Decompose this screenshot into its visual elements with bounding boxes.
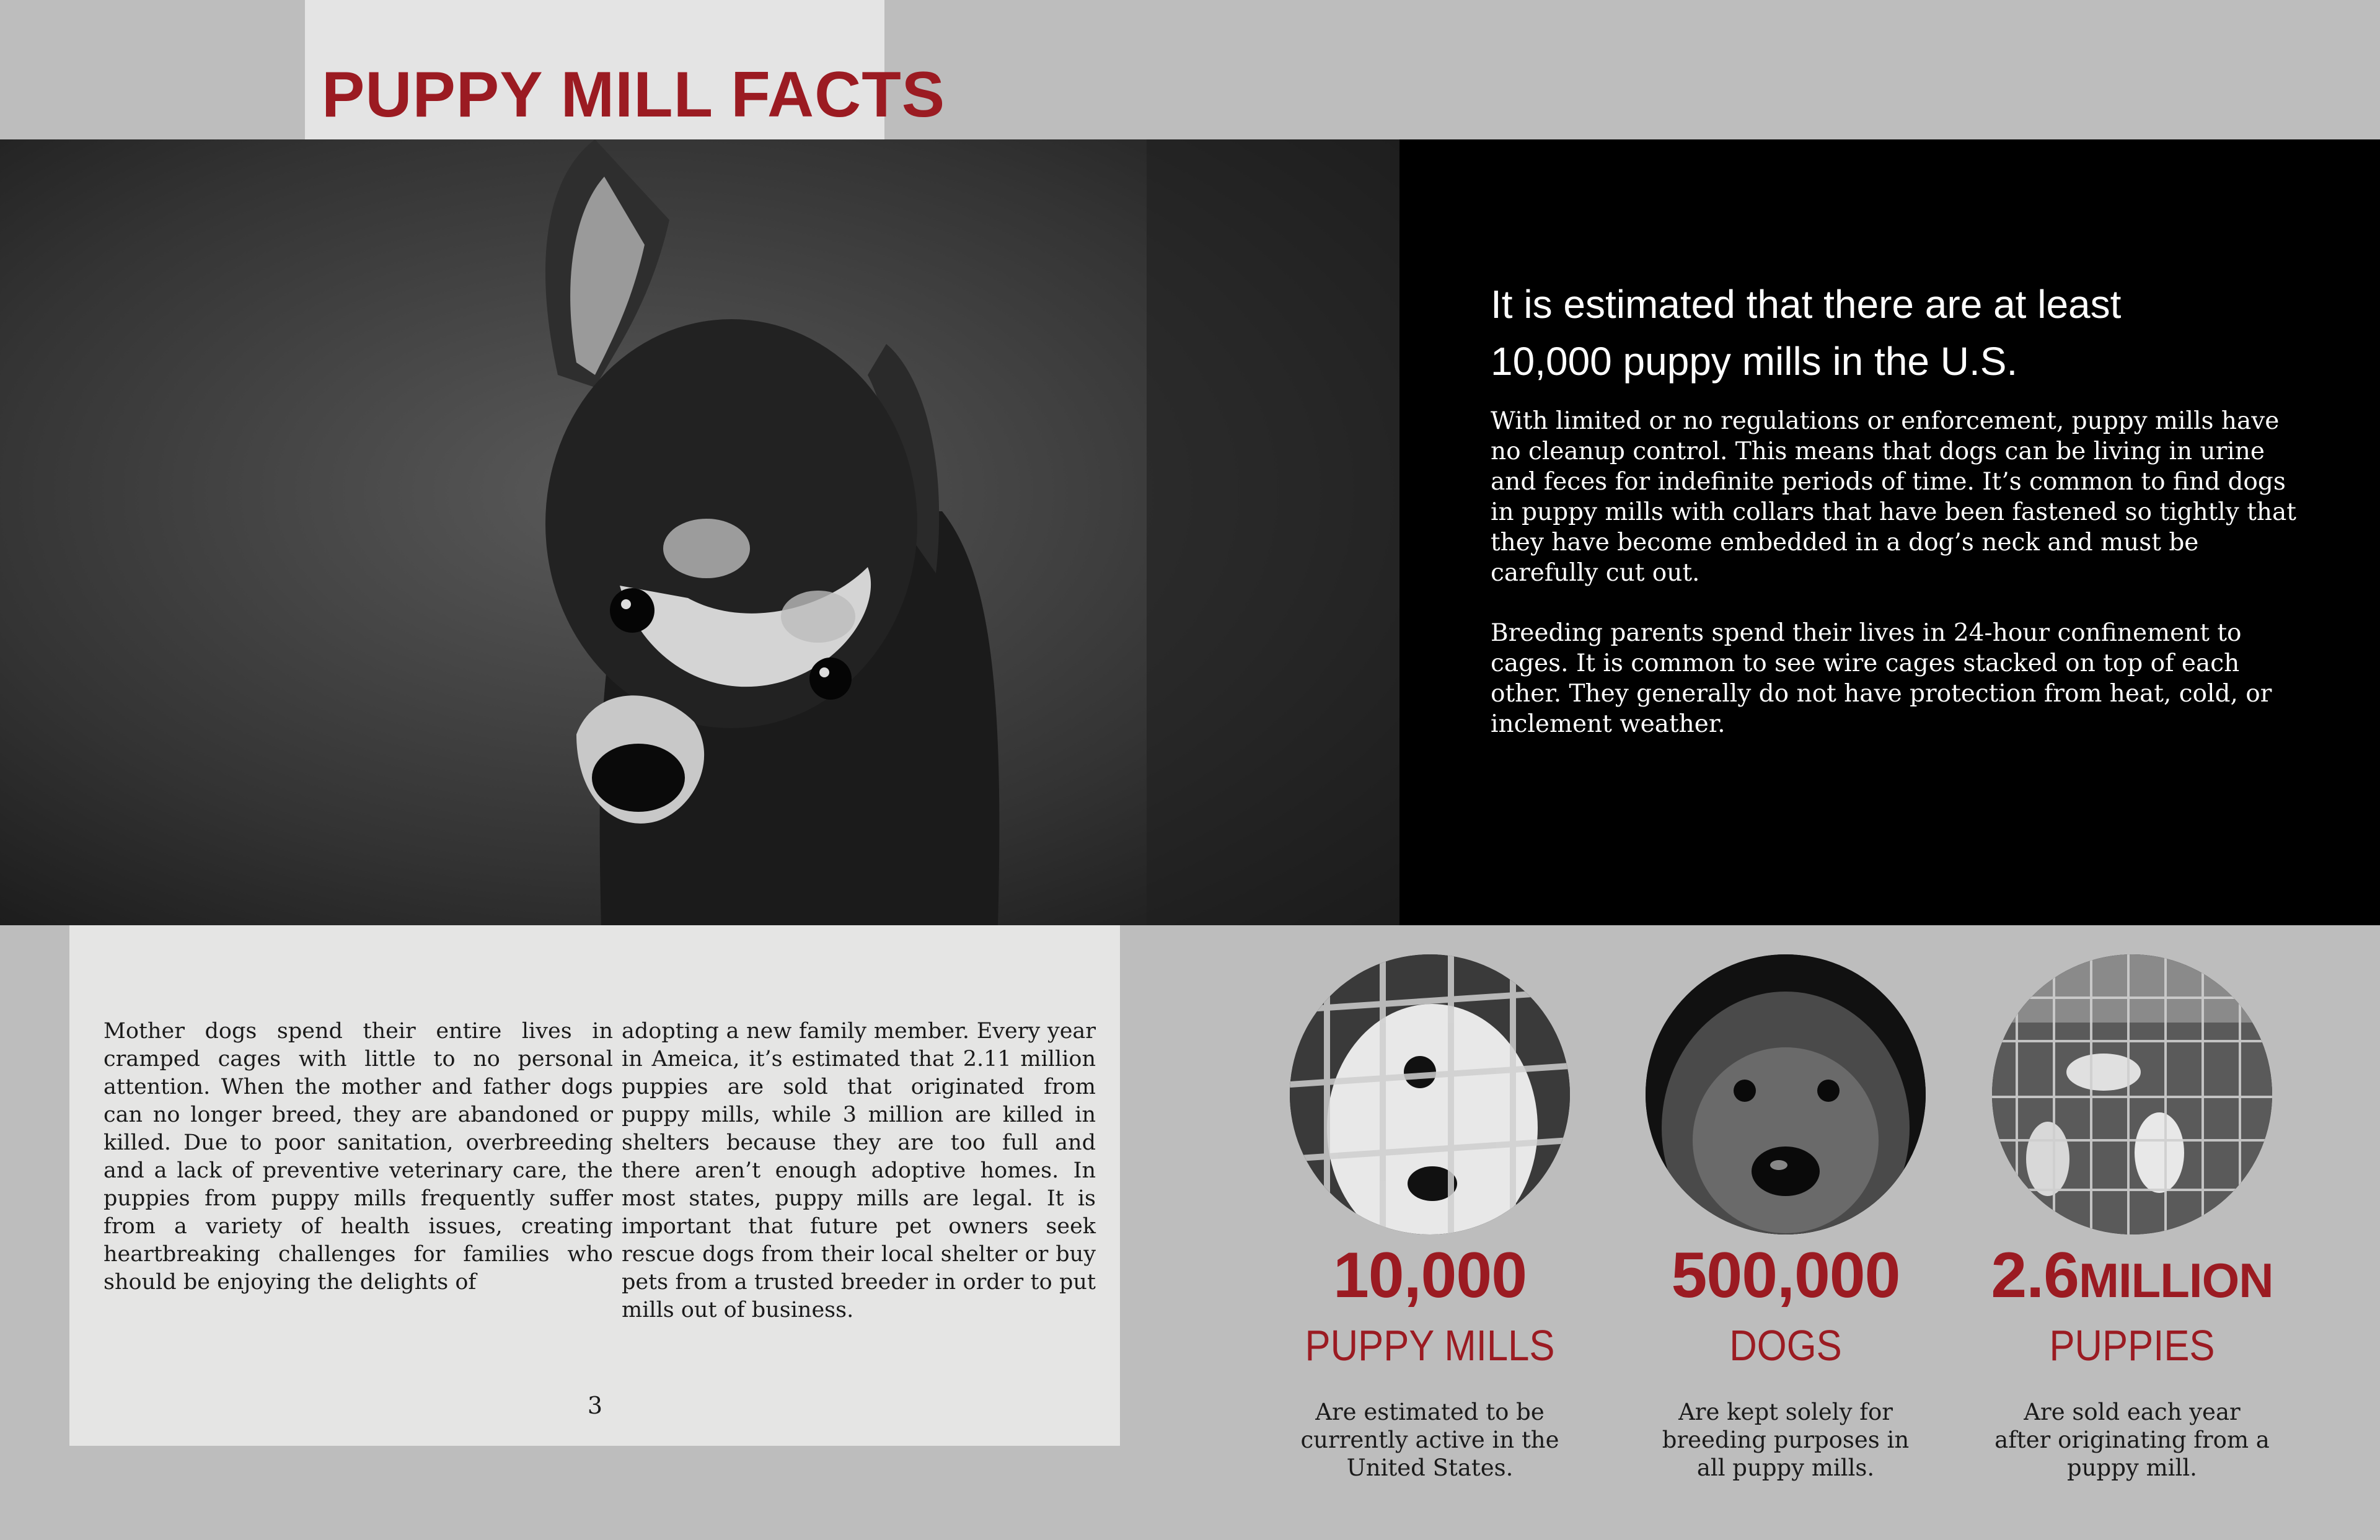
hero-paragraph-1: With limited or no regulations or enforcement, puppy mills have no cleanup control. This means that dogs can be living in urine and feces for indefinite periods of time. It’s common to find dogs in puppy mills with collars that have been fastened so tightly that they have become embedded in a dog’s neck and must be carefully cut out. (1491, 407, 2296, 587)
page-title: PUPPY MILL FACTS (322, 59, 946, 131)
terrier-photo (1646, 954, 1926, 1234)
caged-dog-photo (1290, 954, 1570, 1234)
terrier-face-icon (1646, 954, 1926, 1234)
stat-description: Are sold each year after originating from a puppy mill. (1994, 1399, 2270, 1481)
stat-dogs (1624, 954, 1947, 1482)
stat-number: 2.6MILLION (1991, 1239, 2273, 1311)
hero-headline-line2: 10,000 puppy mills in the U.S. (1491, 339, 2018, 384)
stat-label: DOGS (1729, 1321, 1842, 1370)
stat-description: Are kept solely for breeding purposes in all puppy mills. (1662, 1399, 1910, 1481)
hero-dog-photo (0, 139, 1399, 925)
hero-paragraph-2: Breeding parents spend their lives in 24-hour confinement to cages. It is common to see wire cages stacked on top of each other. They generally do not have protection from heat, cold, or inclement weather. (1491, 619, 2272, 738)
stat-number: 500,000 (1671, 1239, 1900, 1311)
dog-portrait-photo-icon (0, 139, 1399, 925)
stat-label: PUPPIES (2049, 1321, 2215, 1370)
page-number: 3 (587, 1392, 603, 1419)
stat-number: 10,000 (1333, 1239, 1527, 1311)
stacked-cages-icon (1992, 954, 2272, 1234)
body-column-1: Mother dogs spend their entire lives in cramped cages with little to no personal attention. When the mother and father dogs can no longer breed, they are abandoned or killed. Due to poor sanitation, overbreeding and a lack of preventive veterinary care, the puppies from puppy mills frequently suffer from a variety of health issues, creating heartbreaking challenges for families who should be enjoying the delights of (104, 1019, 613, 1295)
stat-label: PUPPY MILLS (1305, 1321, 1555, 1370)
stat-puppy-mills (1269, 954, 1591, 1482)
stat-puppies (1971, 954, 2293, 1482)
caged-white-dog-icon (1290, 954, 1570, 1234)
stacked-cages-photo (1992, 954, 2272, 1234)
hero-headline-line1: It is estimated that there are at least (1491, 282, 2122, 327)
body-column-2: adopting a new family member. Every year in Ameica, it’s estimated that 2.11 million puppies are sold that originated from puppy mills, while 3 million are killed in shelters because they are too full and there aren’t enough adoptive homes. In most states, puppy mills are legal. It is important that future pet owners seek rescue dogs from their local shelter or buy pets from a trusted breeder in order to put mills out of business. (622, 1019, 1096, 1322)
stat-description: Are estimated to be currently active in the United States. (1300, 1399, 1559, 1481)
hero-headline (1491, 276, 2234, 390)
